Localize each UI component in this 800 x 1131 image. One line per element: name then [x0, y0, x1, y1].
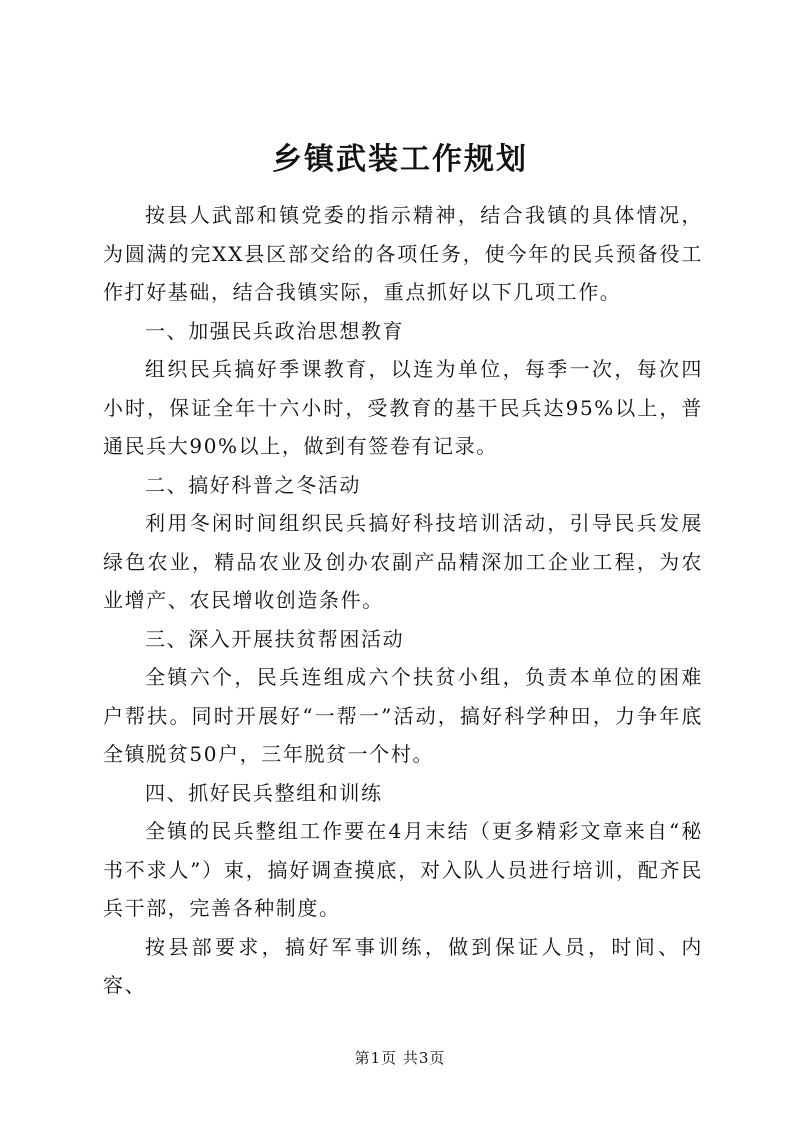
section-heading-2: 二、搞好科普之冬活动	[145, 472, 361, 497]
section-heading-3: 三、深入开展扶贫帮困活动	[145, 626, 405, 651]
document-body	[103, 196, 703, 1005]
section-heading-1: 一、加强民兵政治思想教育	[145, 318, 405, 343]
document-title: 乡镇武装工作规划	[272, 142, 528, 177]
paragraph-section-1: 组织民兵搞好季课教育，以连为单位，每季一次，每次四小时，保证全年十六小时，受教育的基干民兵达95%以上，普通民兵大90%以上，做到有签卷有记录。	[103, 357, 703, 458]
paragraph-intro: 按县人武部和镇党委的指示精神，结合我镇的具体情况，为圆满的完XX县区部交给的各项任务，使今年的民兵预备役工作打好基础，结合我镇实际，重点抓好以下几项工作。	[103, 203, 703, 304]
section-heading-4: 四、抓好民兵整组和训练	[145, 780, 383, 805]
paragraph-section-4: 全镇的民兵整组工作要在4月末结（更多精彩文章来自“秘书不求人”）束，搞好调查摸底，对入队人员进行培训，配齐民兵干部，完善各种制度。	[103, 819, 703, 920]
paragraph-section-4-continued: 按县部要求，搞好军事训练，做到保证人员，时间、内容、	[103, 934, 703, 997]
page-number-footer: 第1页 共3页	[354, 1049, 446, 1067]
paragraph-section-2: 利用冬闲时间组织民兵搞好科技培训活动，引导民兵发展绿色农业，精品农业及创办农副产品精深加工企业工程，为农业增产、农民增收创造条件。	[103, 511, 703, 612]
paragraph-section-3: 全镇六个，民兵连组成六个扶贫小组，负责本单位的困难户帮扶。同时开展好“一帮一”活动，搞好科学种田，力争年底全镇脱贫50户，三年脱贫一个村。	[103, 665, 703, 766]
